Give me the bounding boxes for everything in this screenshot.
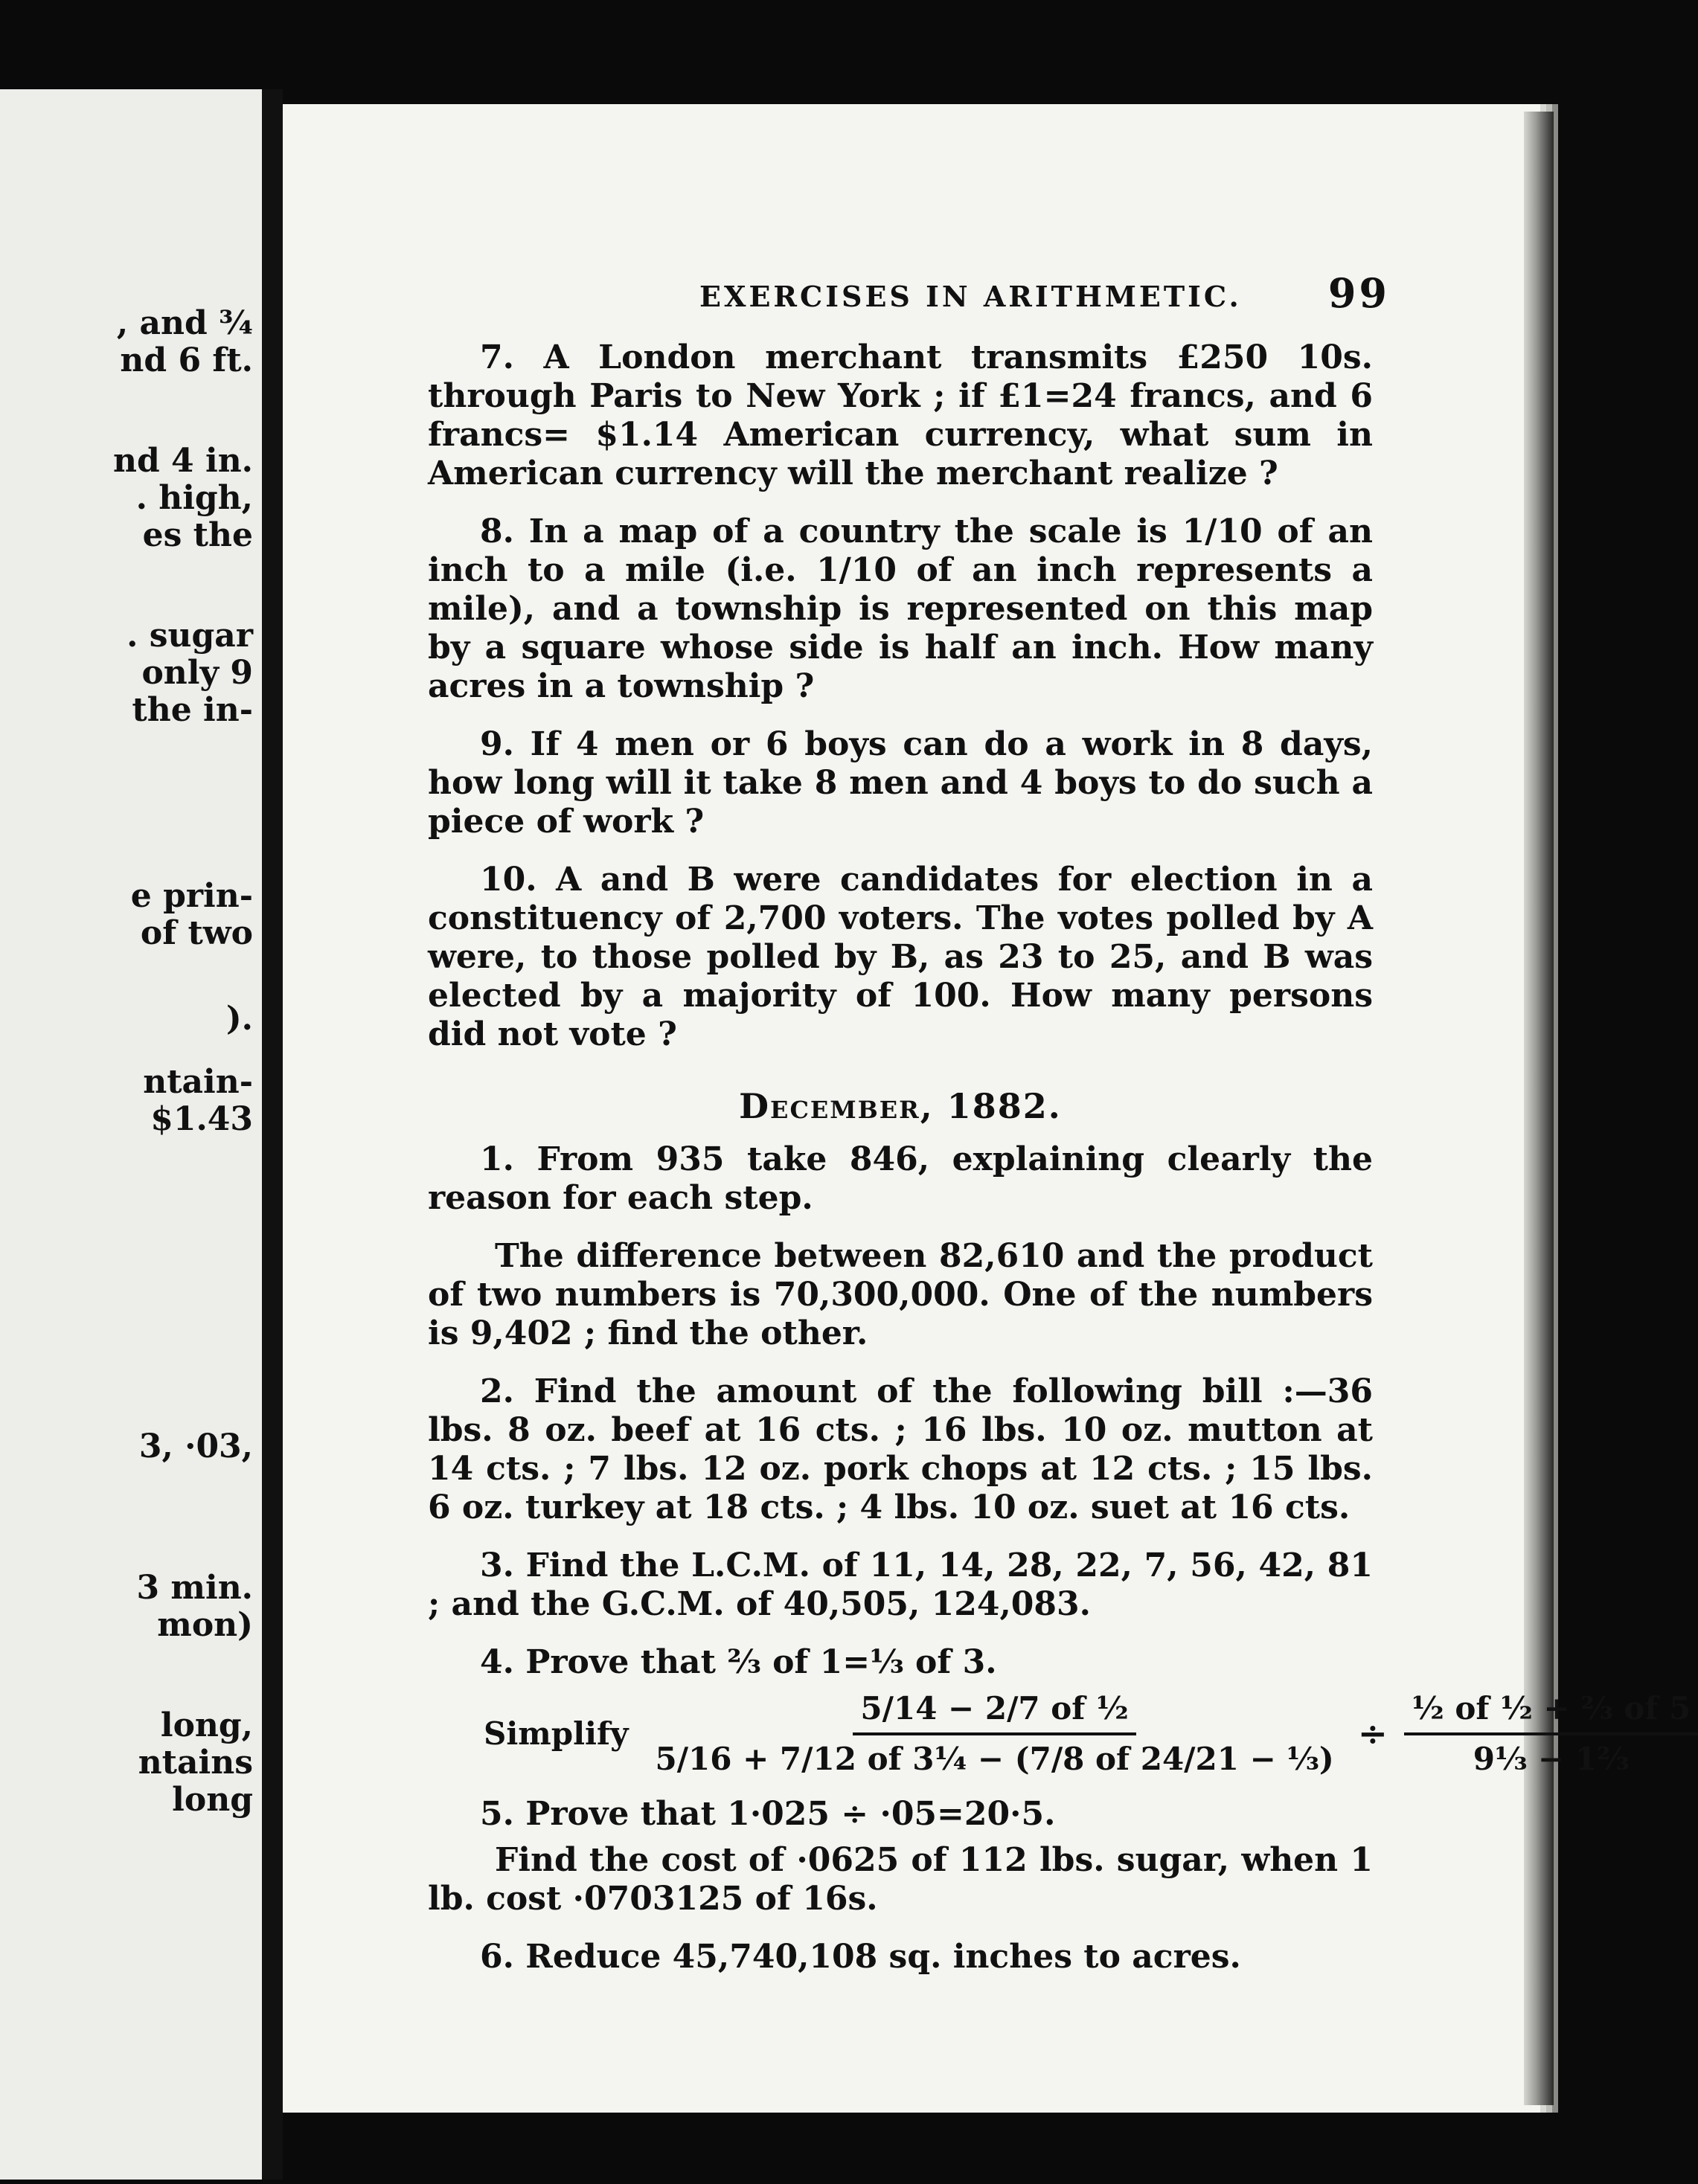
- left-fragment: . sugar: [126, 617, 253, 655]
- left-fragment: , and ¾: [116, 304, 253, 342]
- fraction-1: [647, 1689, 1341, 1779]
- left-fragment: 3 min.: [136, 1569, 253, 1607]
- left-fragment: only 9: [141, 654, 253, 692]
- running-header: [417, 269, 1390, 320]
- fraction-2-numerator: ½ of ½ + ⅔ of 5: [1404, 1689, 1698, 1735]
- fraction-2: [1404, 1689, 1698, 1779]
- left-fragment: e prin-: [130, 877, 253, 915]
- left-fragment: long: [172, 1781, 253, 1819]
- dec-problem-6: 6. Reduce 45,740,108 sq. inches to acres.: [480, 1938, 1241, 1976]
- page-content: [428, 338, 1691, 1996]
- page-number: 99: [1327, 269, 1390, 317]
- left-fragment: 3, ·03,: [138, 1427, 253, 1465]
- dec-problem-3: 3. Find the L.C.M. of 11, 14, 28, 22, 7, 56, 42, 81 ; and the G.C.M. of 40,505, 124,083.: [428, 1547, 1373, 1623]
- book-spine: [262, 89, 283, 2180]
- dec-problem-5: 5. Prove that 1·025 ÷ ·05=20·5.: [480, 1795, 1056, 1833]
- section-title: December, 1882.: [739, 1086, 1062, 1126]
- left-fragment: mon): [157, 1606, 253, 1644]
- fraction-1-denominator: 5/16 + 7/12 of 3¼ − (7/8 of 24/21 − ⅓): [655, 1741, 1334, 1777]
- left-fragment: of two: [140, 914, 253, 952]
- problem-7: 7. A London merchant transmits £250 10s. through Paris to New York ; if £1=24 francs, and 6 francs= $1.14 American currency, what sum in American currency will the merchant realize ?: [428, 338, 1373, 492]
- left-fragment: long,: [160, 1706, 253, 1744]
- fraction-2-denominator: 9⅓ − 1⅔: [1473, 1741, 1630, 1777]
- problem-9: 9. If 4 men or 6 boys can do a work in 8 days, how long will it take 8 men and 4 boys to do such a piece of work ?: [428, 725, 1373, 841]
- left-fragment: ).: [225, 1000, 253, 1038]
- left-fragment: . high,: [135, 479, 253, 517]
- left-page: [0, 89, 266, 2180]
- problem-8: 8. In a map of a country the scale is 1/10 of an inch to a mile (i.e. 1/10 of an inch represents a mile), and a township is represented on this map by a square whose side is half an inch. How many acres in a township ?: [428, 513, 1373, 705]
- divide-sign: ÷: [1357, 1713, 1388, 1755]
- left-fragment: nd 6 ft.: [120, 341, 253, 379]
- simplify-formula: [484, 1689, 1691, 1779]
- left-fragment: es the: [142, 516, 253, 554]
- problem-10: 10. A and B were candidates for election in a constituency of 2,700 voters. The votes polled by A were, to those polled by B, as 23 to 25, and B was elected by a majority of 100. How many persons did not vote ?: [428, 861, 1373, 1053]
- fraction-1-numerator: 5/14 − 2/7 of ½: [853, 1689, 1135, 1735]
- dec-problem-4: 4. Prove that ⅔ of 1=⅓ of 3.: [480, 1643, 997, 1681]
- left-fragment: ntains: [138, 1744, 253, 1782]
- dec-problem-1b: The difference between 82,610 and the product of two numbers is 70,300,000. One of the numbers is 9,402 ; find the other.: [428, 1237, 1373, 1352]
- left-fragment: nd 4 in.: [112, 442, 253, 480]
- dec-problem-5b: Find the cost of ·0625 of 112 lbs. sugar, when 1 lb. cost ·0703125 of 16s.: [428, 1841, 1373, 1918]
- header-title: EXERCISES IN ARITHMETIC.: [699, 280, 1242, 313]
- page-edge: [1524, 112, 1554, 2105]
- simplify-label: Simplify: [484, 1715, 629, 1752]
- dec-problem-2: 2. Find the amount of the following bill :—36 lbs. 8 oz. beef at 16 cts. ; 16 lbs. 10 oz. mutton at 14 cts. ; 7 lbs. 12 oz. pork chops at 12 cts. ; 15 lbs. 6 oz. turkey at 18 cts. ; 4 lbs. 10 oz. suet at 16 cts.: [428, 1372, 1373, 1526]
- dec-problem-1: 1. From 935 take 846, explaining clearly the reason for each step.: [428, 1140, 1373, 1217]
- left-fragment: $1.43: [150, 1100, 253, 1138]
- left-fragment: the in-: [132, 691, 253, 729]
- left-fragment: ntain-: [143, 1063, 253, 1101]
